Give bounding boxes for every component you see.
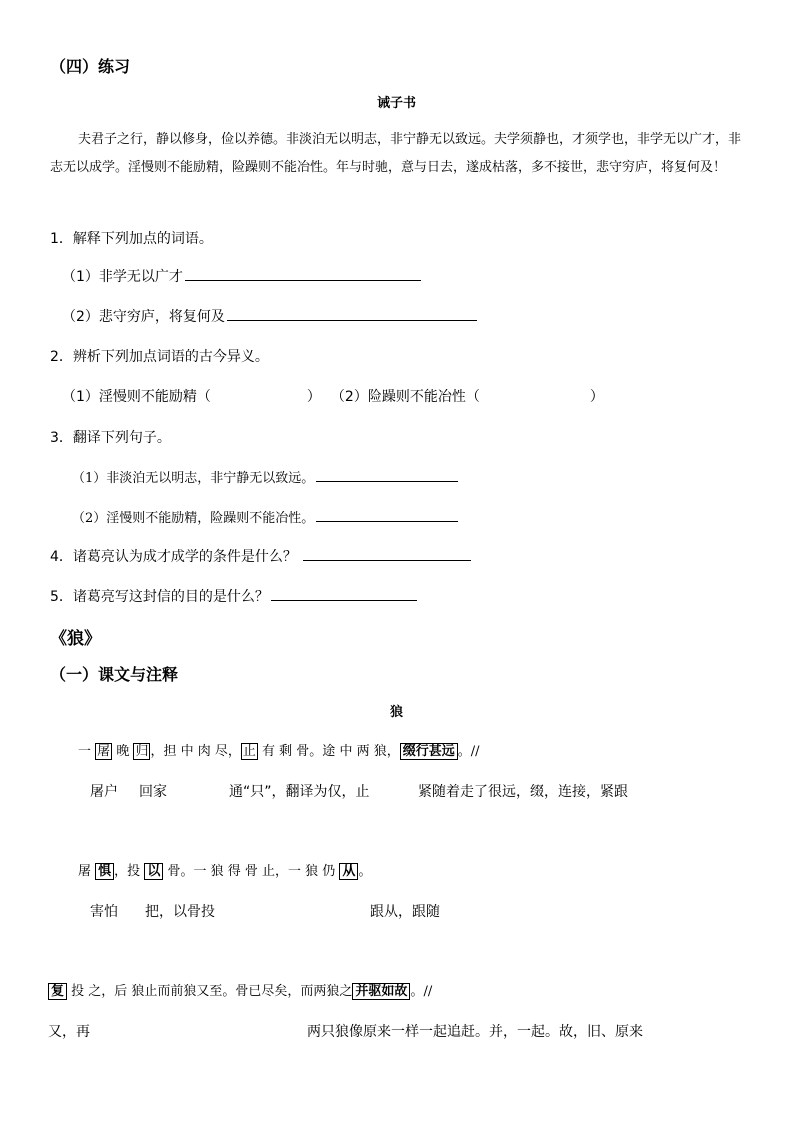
annotation: 回家: [139, 784, 167, 800]
question-3-item-text: （2）淫慢则不能励精，险躁则不能冶性。: [72, 511, 315, 526]
question-2-stem: 2．辨析下列加点词语的古今异义。: [50, 349, 269, 365]
text-line: [78, 860, 371, 879]
passage-text: 夫君子之行，静以修身，俭以养德。非淡泊无以明志，非宁静无以致远。夫学须静也，才须学也，非学无以广才，非志无以成学。淫慢则不能励精，险躁则不能冶性。年与时驰，意与日去，遂成枯落，多不接世，悲守穷庐，将复何及！: [50, 132, 742, 175]
text-segment: ，投: [114, 864, 141, 879]
paren-close: ）: [589, 389, 604, 405]
text-segment: 。: [358, 864, 372, 879]
text-segment: 晚: [116, 744, 130, 759]
question-4-stem: 4．诸葛亮认为成才成学的条件是什么？: [50, 549, 297, 565]
annotated-word: 惧: [95, 863, 114, 880]
question-3-item-text: （1）非淡泊无以明志，非宁静无以致远。: [72, 471, 315, 486]
annotation: 又，再: [48, 1024, 90, 1040]
paren-close: ）: [306, 389, 321, 405]
text-segment: 。//: [410, 984, 433, 999]
text-segment: 骨。一 狼 得 骨 止，一 狼 仍: [167, 864, 336, 879]
annotated-word: 以: [144, 863, 163, 880]
annotated-word: 复: [48, 983, 67, 1000]
section-heading: （一）课文与注释: [50, 665, 179, 684]
annotation: 把，以骨投: [145, 904, 215, 920]
text-segment: ，担 中 肉 尽，: [150, 744, 241, 759]
annotation: 两只狼像原来一样一起追赶。并，一起。故，旧、原来: [307, 1024, 643, 1040]
text-segment: 有 剩 骨。途 中 两 狼，: [262, 744, 400, 759]
annotated-word: 止: [242, 744, 256, 759]
annotation: 屠户: [90, 784, 118, 800]
question-2-item-2: （2）险躁则不能冶性（: [330, 389, 480, 405]
annotation: 跟从，跟随: [370, 904, 440, 920]
question-5-stem: 5．诸葛亮写这封信的目的是什么？: [50, 589, 269, 605]
question-1-item-text: （1）非学无以广才: [62, 269, 183, 285]
answer-blank[interactable]: [185, 266, 421, 281]
answer-blank[interactable]: [303, 546, 471, 561]
answer-blank[interactable]: [227, 306, 477, 321]
question-1-item-text: （2）悲守穷庐，将复何及: [62, 309, 225, 325]
answer-blank[interactable]: [271, 586, 417, 601]
question-3-item: [72, 507, 458, 526]
question-2-item-1: （1）淫慢则不能励精（: [62, 389, 211, 405]
question-1-item: [62, 266, 421, 286]
annotation: 紧随着走了很远，缀，连接，紧跟: [418, 784, 628, 800]
annotated-word: 归: [135, 744, 149, 759]
question-3-item: [72, 467, 458, 486]
annotated-phrase: 缀行甚远: [400, 743, 458, 760]
passage-title: 狼: [390, 705, 404, 720]
question-2-item: [62, 386, 604, 406]
annotation: 通“只”，翻译为仅，止: [229, 784, 370, 800]
text-segment: 一: [78, 744, 92, 759]
text-line: [78, 740, 480, 759]
annotation: 害怕: [90, 904, 118, 920]
lesson-title: 《狼》: [50, 629, 101, 649]
question-4: [50, 546, 471, 566]
text-line: [48, 980, 432, 999]
annotated-word: 从: [339, 863, 358, 880]
passage-title: 诫子书: [377, 96, 417, 111]
question-1-stem: 1．解释下列加点的词语。: [50, 231, 213, 247]
annotated-word: 屠: [97, 744, 111, 759]
answer-blank[interactable]: [316, 467, 458, 482]
text-segment: 屠: [78, 864, 92, 879]
question-1-item: [62, 306, 477, 326]
annotated-phrase: 并驱如故: [352, 983, 410, 1000]
text-segment: 。//: [457, 744, 480, 759]
answer-blank[interactable]: [316, 507, 458, 522]
section-heading: （四）练习: [50, 57, 131, 76]
question-5: [50, 586, 417, 606]
text-segment: 投 之，后 狼止而前狼又至。骨已尽矣，而两狼之: [71, 984, 353, 999]
question-3-stem: 3．翻译下列句子。: [50, 430, 171, 446]
